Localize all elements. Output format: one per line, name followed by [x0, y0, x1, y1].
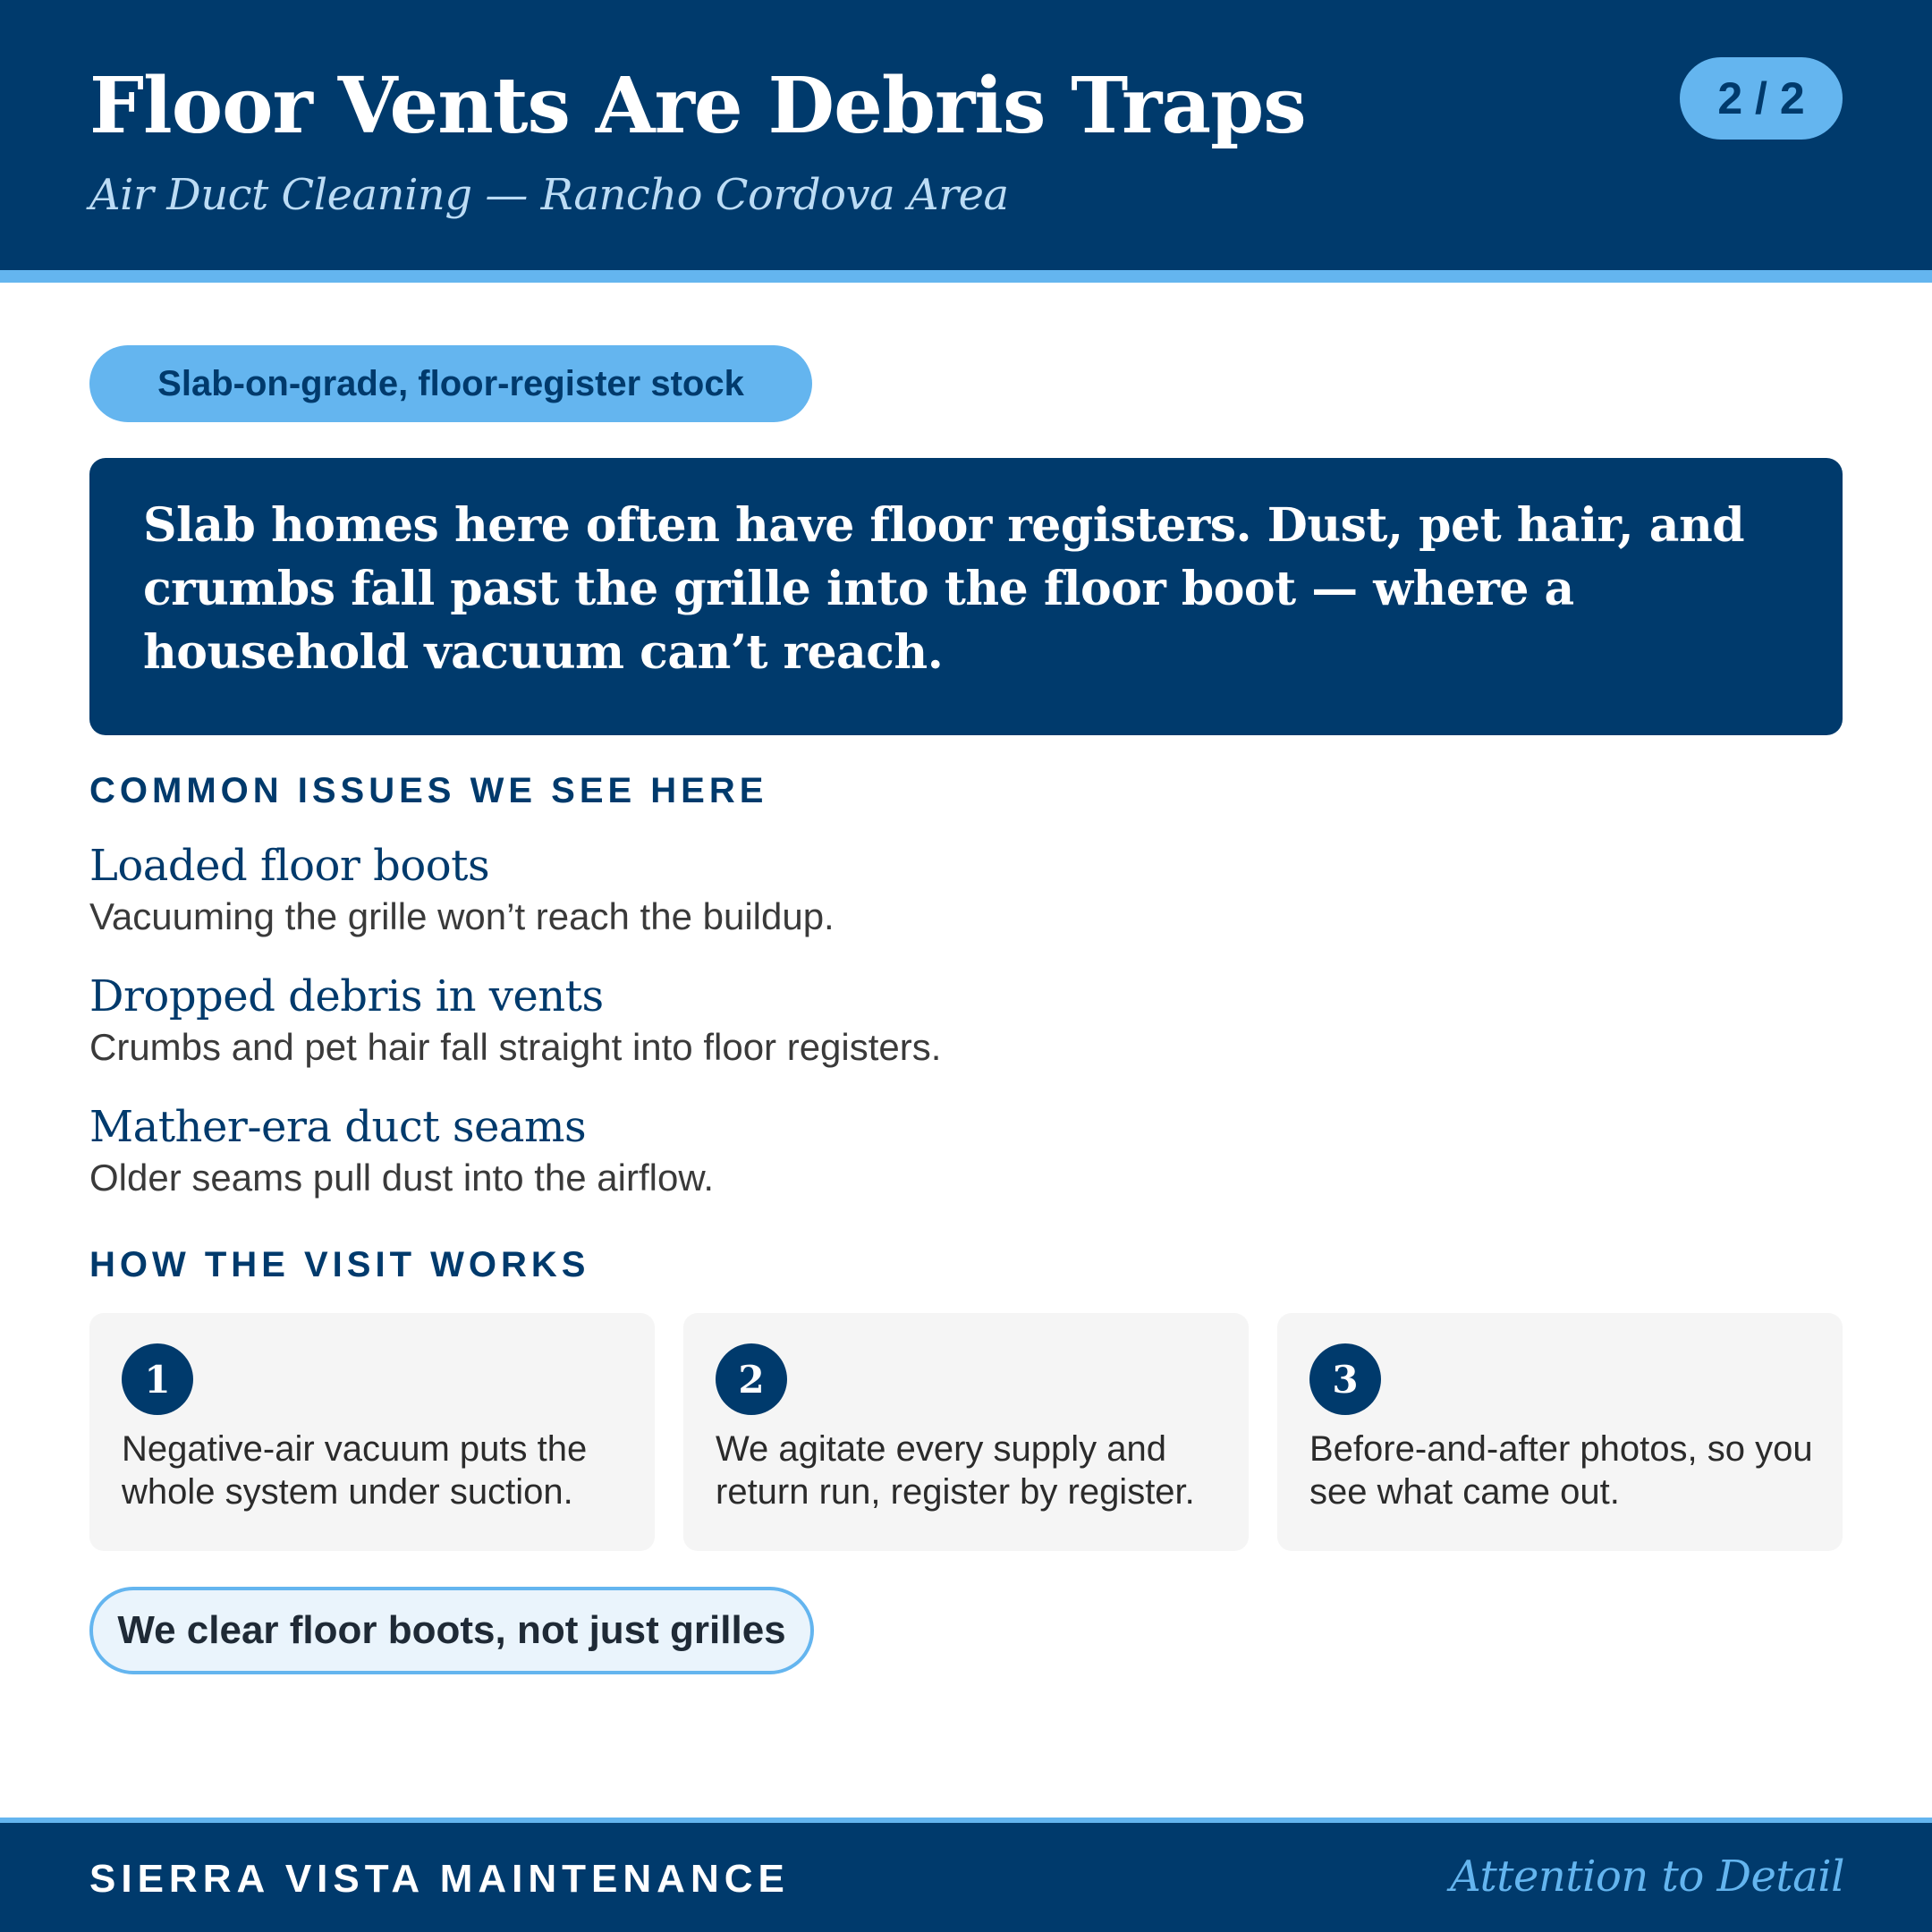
housing-type-tag: Slab-on-grade, floor-register stock: [89, 345, 812, 422]
issue-description: Crumbs and pet hair fall straight into floor registers.: [89, 1026, 942, 1068]
header-banner: [0, 0, 1932, 283]
page-title: Floor Vents Are Debris Traps: [89, 61, 1306, 151]
visit-steps: [89, 1313, 1843, 1551]
service-pledge-pill: We clear floor boots, not just grilles: [89, 1587, 814, 1674]
issue-item: [89, 1100, 714, 1200]
brand-name: SIERRA VISTA MAINTENANCE: [89, 1857, 790, 1901]
issue-title: Loaded floor boots: [89, 841, 490, 891]
issue-description: Vacuuming the grille won’t reach the buildup.: [89, 895, 835, 937]
intro-callout: [89, 458, 1843, 735]
callout-text: Slab homes here often have floor registers. Dust, pet hair, and crumbs fall past the grille into the floor boot — where a household vacuum can’t reach.: [143, 498, 1745, 680]
step-number-badge: 2: [716, 1343, 787, 1415]
step-card: [1277, 1313, 1843, 1551]
issues-section-label: COMMON ISSUES WE SEE HERE: [89, 771, 768, 810]
issue-title: Dropped debris in vents: [89, 971, 604, 1021]
visit-section-label: HOW THE VISIT WORKS: [89, 1245, 590, 1284]
step-number-badge: 3: [1309, 1343, 1381, 1415]
page-subtitle: Air Duct Cleaning — Rancho Cordova Area: [89, 170, 1009, 220]
step-number-badge: 1: [122, 1343, 193, 1415]
step-card: [89, 1313, 655, 1551]
issue-item: [89, 970, 941, 1070]
issue-item: [89, 839, 835, 939]
issue-title: Mather-era duct seams: [89, 1102, 587, 1152]
brand-tagline: Attention to Detail: [1450, 1852, 1844, 1902]
page-indicator-badge: 2 / 2: [1680, 57, 1843, 140]
step-text: Before-and-after photos, so you see what came out.: [1309, 1429, 1813, 1512]
step-text: We agitate every supply and return run, register by register.: [716, 1429, 1195, 1512]
step-card: [683, 1313, 1249, 1551]
step-text: Negative-air vacuum puts the whole system under suction.: [122, 1429, 588, 1512]
footer-bar: [0, 1818, 1932, 1932]
issue-description: Older seams pull dust into the airflow.: [89, 1157, 715, 1199]
